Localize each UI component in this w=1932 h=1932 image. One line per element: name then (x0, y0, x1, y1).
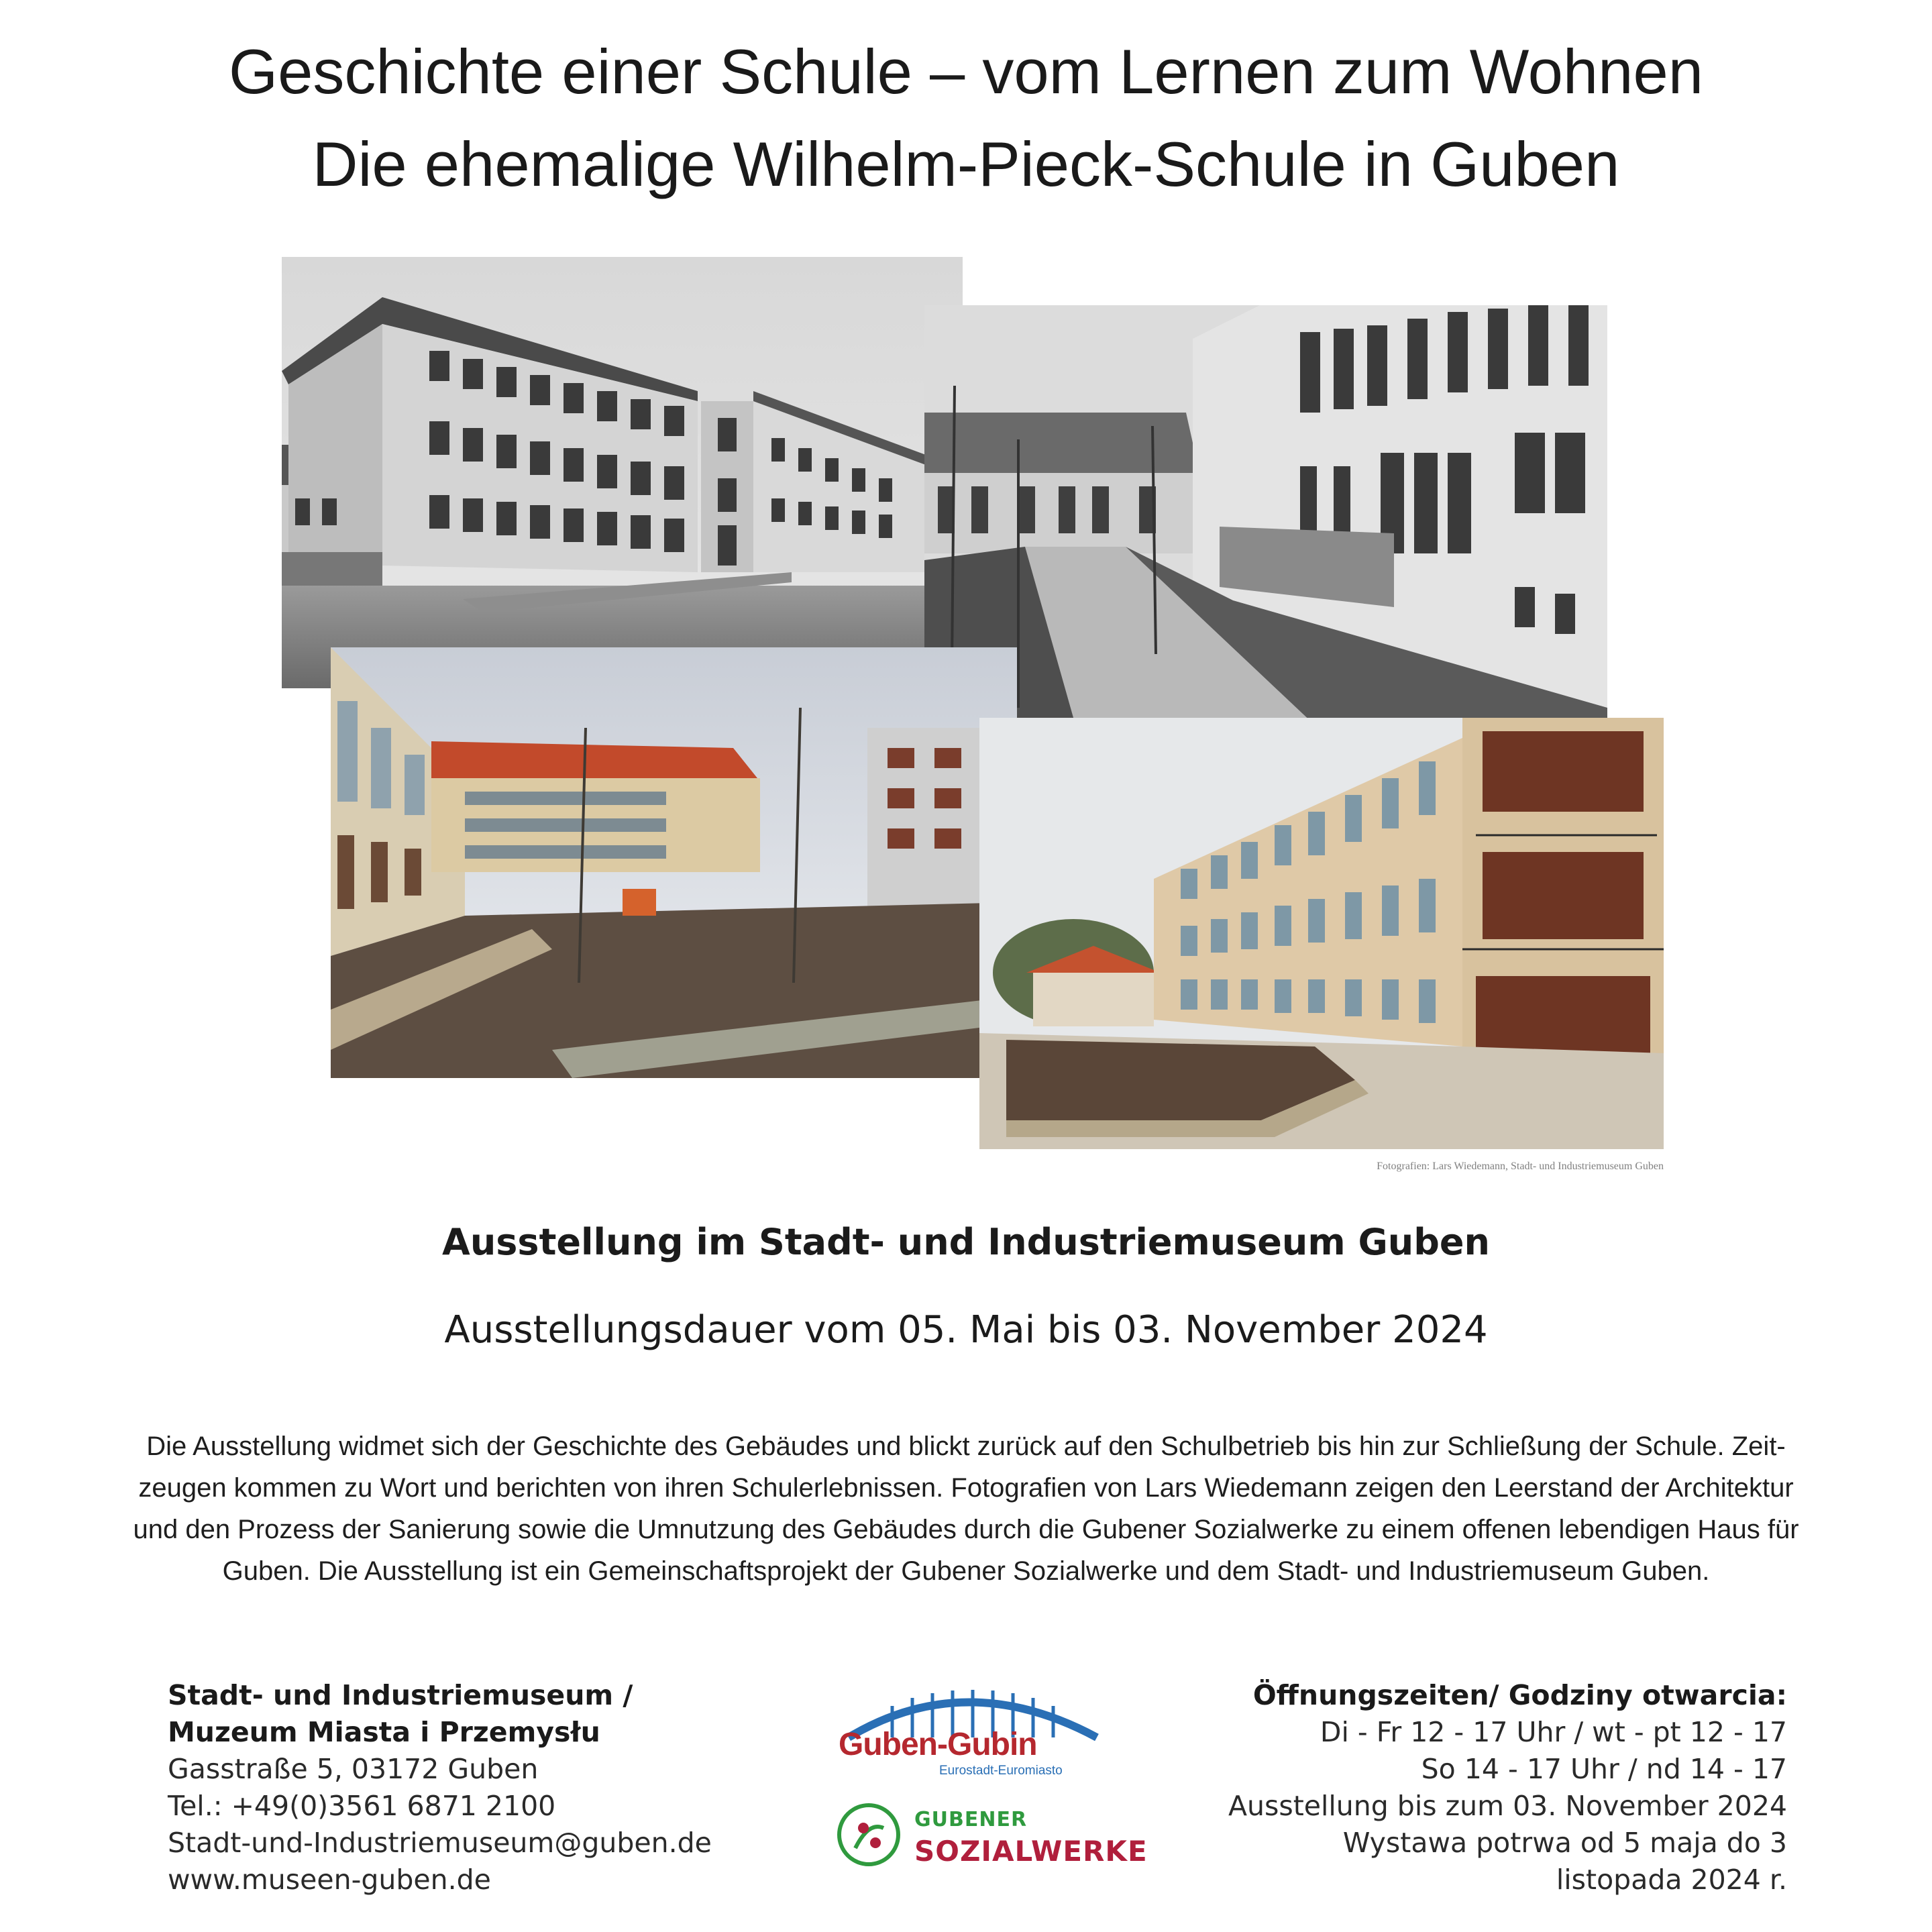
exhibition-duration: Ausstellungsdauer vom 05. Mai bis 03. November 2024 (444, 1308, 1488, 1352)
hours-weekdays: Di - Fr 12 - 17 Uhr / wt - pt 12 - 17 (1320, 1716, 1787, 1748)
photo-historic-facade (282, 257, 963, 688)
exhibition-description (74, 1426, 1858, 1592)
description-line: zeugen kommen zu Wort und berichten von ihren Schulerlebnissen. Fotografien von Lars Wiedemann zeigen den Leerstand der Architektur (138, 1473, 1794, 1503)
opening-hours (1228, 1677, 1787, 1898)
guben-gubin-wordmark: Guben-Gubin (839, 1727, 1037, 1762)
museum-address: Gasstraße 5, 03172 Guben (168, 1753, 539, 1785)
title-line-1: Geschichte einer Schule – vom Lernen zum Wohnen (228, 36, 1704, 107)
sozialwerke-line-1: GUBENER (914, 1808, 1028, 1831)
museum-name-de: Stadt- und Industriemuseum / (168, 1679, 633, 1711)
gubener-sozialwerke-logo (835, 1801, 1148, 1875)
museum-email-link[interactable]: Stadt-und-Industriemuseum@guben.de (168, 1827, 712, 1859)
opening-hours-heading: Öffnungszeiten/ Godziny otwarcia: (1252, 1679, 1787, 1711)
photo-renovation-site (331, 647, 1017, 1078)
photo-renovated-school (979, 718, 1664, 1149)
sozialwerke-emblem-icon (835, 1801, 902, 1868)
exhibition-until-de: Ausstellung bis zum 03. November 2024 (1228, 1790, 1787, 1822)
photo-credit: Fotografien: Lars Wiedemann, Stadt- und Industriemuseum Guben (1377, 1161, 1664, 1172)
guben-gubin-tagline: Eurostadt-Euromiasto (939, 1764, 1063, 1778)
exhibition-until-pl-1: Wystawa potrwa od 5 maja do 3 (1342, 1827, 1787, 1859)
guben-gubin-logo (832, 1674, 1114, 1778)
museum-contact (168, 1677, 712, 1898)
hours-sunday: So 14 - 17 Uhr / nd 14 - 17 (1421, 1753, 1787, 1785)
photo-historic-courtyard (924, 305, 1607, 737)
sozialwerke-line-2: SOZIALWERKE (914, 1835, 1148, 1868)
museum-phone[interactable]: Tel.: +49(0)3561 6871 2100 (168, 1790, 556, 1822)
title-line-2: Die ehemalige Wilhelm-Pieck-Schule in Guben (312, 129, 1620, 199)
description-line: Die Ausstellung widmet sich der Geschichte des Gebäudes und blickt zurück auf den Schulbetrieb bis hin zur Schließung der Schule. Zeit- (146, 1432, 1786, 1461)
exhibition-venue: Ausstellung im Stadt- und Industriemuseum Guben (442, 1221, 1490, 1263)
museum-website-link[interactable]: www.museen-guben.de (168, 1864, 491, 1896)
museum-name-pl: Muzeum Miasta i Przemysłu (168, 1716, 600, 1748)
description-line: und den Prozess der Sanierung sowie die Umnutzung des Gebäudes durch die Gubener Sozialwerke zu einem offenen lebendigen Haus für (133, 1515, 1799, 1544)
exhibition-until-pl-2: listopada 2024 r. (1556, 1864, 1787, 1896)
description-line: Guben. Die Ausstellung ist ein Gemeinschaftsprojekt der Gubener Sozialwerke und dem Stadt- und Industriemuseum Guben. (222, 1556, 1710, 1586)
